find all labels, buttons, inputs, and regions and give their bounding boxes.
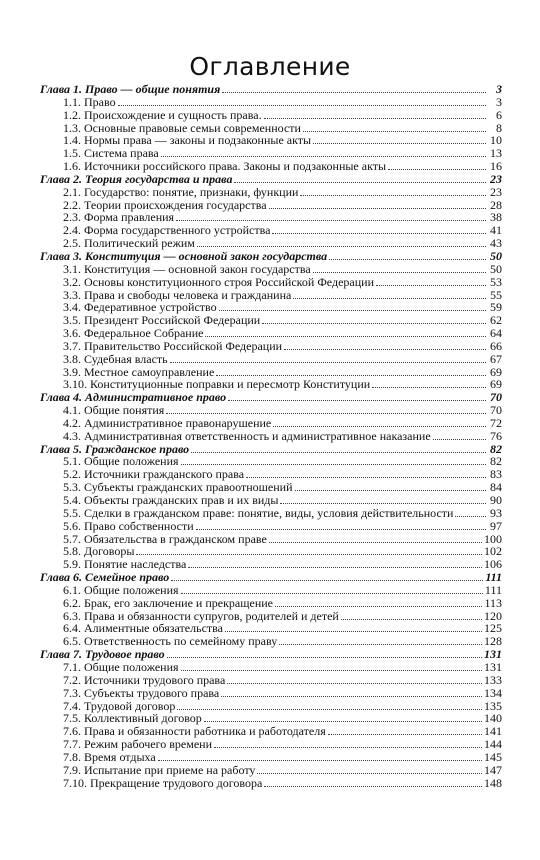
- toc-entry-label: Глава 5. Гражданское право: [40, 441, 190, 456]
- dot-leader: [197, 237, 486, 247]
- dot-leader: [246, 468, 486, 478]
- toc-entry-page-number: 70: [490, 390, 502, 405]
- toc-entry-label: Глава 3. Конституция — основной закон государства: [40, 248, 328, 263]
- toc-entry-page-number: 23: [490, 184, 502, 199]
- dot-leader: [269, 199, 486, 209]
- dot-leader: [376, 276, 486, 286]
- toc-entry-label: 3.8. Судебная власть: [63, 351, 168, 366]
- toc-entry-page-number: 70: [490, 403, 502, 418]
- dot-leader: [214, 738, 482, 748]
- toc-section-entry[interactable]: [40, 751, 502, 764]
- toc-entry-page-number: 82: [490, 441, 502, 456]
- dot-leader: [329, 250, 486, 260]
- toc-entry-page-number: 140: [484, 711, 502, 726]
- toc-entry-page-number: 93: [490, 505, 502, 520]
- toc-entry-page-number: 90: [490, 493, 502, 507]
- toc-section-entry[interactable]: [40, 353, 502, 366]
- dot-leader: [222, 83, 486, 93]
- toc-section-entry[interactable]: [40, 674, 502, 687]
- toc-section-entry[interactable]: [40, 687, 502, 700]
- toc-entry-page-number: 13: [490, 146, 502, 161]
- toc-entry-label: 7.4. Трудовой договор: [63, 698, 176, 713]
- toc-entry-page-number: 62: [490, 313, 502, 328]
- toc-entry-label: 1.2. Происхождение и сущность права.: [63, 107, 262, 122]
- dot-leader: [219, 301, 486, 311]
- dot-leader: [188, 558, 482, 568]
- toc-entry-page-number: 23: [490, 171, 502, 186]
- toc-entry-page-number: 72: [490, 415, 502, 430]
- toc-entry-label: 3.4. Федеративное устройство: [63, 300, 217, 315]
- toc-section-entry[interactable]: [40, 507, 502, 520]
- toc-entry-label: 2.3. Форма правления: [63, 210, 175, 225]
- toc-entry-label: Глава 2. Теория государства и права: [40, 171, 233, 186]
- toc-entry-page-number: 69: [490, 364, 502, 379]
- toc-entry-label: 5.3. Субъекты гражданских правоотношений: [63, 480, 293, 495]
- toc-entry-page-number: 64: [490, 326, 502, 341]
- toc-entry-page-number: 100: [484, 531, 502, 546]
- toc-entry-page-number: 145: [484, 749, 502, 764]
- dot-leader: [273, 417, 486, 427]
- toc-entry-page-number: 66: [490, 338, 502, 353]
- toc-entry-page-number: 135: [484, 698, 502, 713]
- dot-leader: [225, 622, 482, 632]
- toc-entry-page-number: 50: [490, 248, 502, 263]
- toc-entry-label: 4.3. Административная ответственность и административное наказание: [63, 428, 431, 443]
- toc-section-entry[interactable]: [40, 738, 502, 751]
- toc-entry-label: 5.5. Сделки в гражданском праве: понятие, виды, условия действительности: [63, 505, 454, 520]
- toc-section-entry[interactable]: [40, 417, 502, 430]
- toc-entry-label: 7.5. Коллективный договор: [63, 711, 202, 726]
- toc-entry-label: 1.5. Система права: [63, 146, 159, 161]
- toc-entry-label: 5.9. Понятие наследства: [63, 557, 187, 572]
- toc-section-entry[interactable]: [40, 430, 502, 443]
- dot-leader: [191, 443, 486, 453]
- toc-entry-page-number: 43: [490, 236, 502, 251]
- toc-entry-label: 3.9. Местное самоуправление: [63, 364, 215, 379]
- toc-entry-label: 2.4. Форма государственного устройства: [63, 223, 271, 238]
- toc-entry-label: 1.1. Право: [63, 94, 116, 109]
- toc-entry-label: 3.5. Президент Российской Федерации: [63, 313, 261, 328]
- dot-leader: [275, 597, 482, 607]
- toc-entry-label: 1.4. Нормы права — законы и подзаконные акты: [63, 133, 312, 148]
- dot-leader: [228, 391, 486, 401]
- toc-entry-label: 4.2. Административное правонарушение: [63, 415, 272, 430]
- toc-entry-page-number: 125: [484, 621, 502, 636]
- toc-entry-page-number: 102: [484, 544, 502, 559]
- toc-entry-page-number: 131: [484, 647, 502, 662]
- dot-leader: [284, 340, 486, 350]
- toc-entry-label: 7.9. Испытание при приеме на работу: [63, 762, 256, 777]
- dot-leader: [269, 533, 482, 543]
- toc-chapter-entry[interactable]: [40, 571, 502, 584]
- toc-entry-page-number: 147: [484, 762, 502, 777]
- dot-leader: [264, 777, 482, 787]
- toc-entry-page-number: 10: [490, 133, 502, 148]
- toc-entry-page-number: 53: [490, 274, 502, 289]
- toc-entry-page-number: 76: [490, 428, 502, 443]
- dot-leader: [166, 404, 486, 414]
- table-of-contents: [40, 83, 502, 789]
- dot-leader: [158, 751, 482, 761]
- toc-section-entry[interactable]: [40, 96, 502, 109]
- toc-entry-page-number: 38: [490, 210, 502, 225]
- dot-leader: [280, 494, 486, 504]
- dot-leader: [177, 700, 482, 710]
- toc-section-entry[interactable]: [40, 494, 502, 507]
- dot-leader: [196, 520, 486, 530]
- toc-entry-label: 5.4. Объекты гражданских прав и их виды: [63, 493, 279, 507]
- toc-entry-page-number: 148: [484, 775, 502, 790]
- dot-leader: [181, 661, 482, 671]
- toc-entry-page-number: 120: [484, 608, 502, 623]
- toc-section-entry[interactable]: [40, 661, 502, 674]
- dot-leader: [181, 455, 486, 465]
- toc-entry-label: 3.7. Правительство Российской Федерации: [63, 338, 283, 353]
- dot-leader: [272, 224, 486, 234]
- toc-entry-page-number: 133: [484, 672, 502, 687]
- dot-leader: [161, 147, 486, 157]
- toc-section-entry[interactable]: [40, 597, 502, 610]
- toc-entry-page-number: 83: [490, 467, 502, 482]
- toc-entry-page-number: 111: [485, 570, 502, 585]
- toc-entry-page-number: 144: [484, 737, 502, 752]
- toc-entry-label: Глава 1. Право — общие понятия: [40, 82, 221, 96]
- toc-chapter-entry[interactable]: [40, 83, 502, 96]
- dot-leader: [216, 366, 486, 376]
- dot-leader: [257, 764, 482, 774]
- toc-entry-label: 5.6. Право собственности: [63, 518, 194, 533]
- dot-leader: [455, 507, 486, 517]
- toc-section-entry[interactable]: [40, 327, 502, 340]
- toc-section-entry[interactable]: [40, 520, 502, 533]
- toc-entry-label: 5.7. Обязательства в гражданском праве: [63, 531, 267, 546]
- toc-section-entry[interactable]: [40, 777, 502, 790]
- toc-entry-page-number: 113: [484, 595, 502, 610]
- toc-chapter-entry[interactable]: [40, 250, 502, 263]
- dot-leader: [328, 725, 482, 735]
- toc-entry-label: 3.1. Конституция — основной закон государства: [63, 261, 311, 276]
- toc-chapter-entry[interactable]: [40, 173, 502, 186]
- dot-leader: [118, 96, 486, 106]
- dot-leader: [264, 109, 486, 119]
- dot-leader: [170, 353, 486, 363]
- dot-leader: [372, 378, 486, 388]
- toc-entry-label: Глава 6. Семейное право: [40, 570, 170, 585]
- toc-entry-label: 1.3. Основные правовые семьи современности: [63, 120, 301, 135]
- dot-leader: [176, 211, 486, 221]
- dot-leader: [313, 134, 486, 144]
- toc-entry-page-number: 82: [490, 454, 502, 469]
- dot-leader: [181, 584, 483, 594]
- toc-entry-label: 6.3. Права и обязанности супругов, родителей и детей: [63, 608, 339, 623]
- dot-leader: [221, 687, 482, 697]
- toc-entry-page-number: 59: [490, 300, 502, 315]
- toc-entry-label: 5.1. Общие положения: [63, 454, 179, 469]
- toc-entry-label: 5.2. Источники гражданского права: [63, 467, 245, 482]
- toc-entry-label: Глава 4. Административное право: [40, 390, 227, 405]
- toc-entry-page-number: 28: [490, 197, 502, 212]
- toc-entry-label: 7.3. Субъекты трудового права: [63, 685, 220, 700]
- toc-entry-label: 6.5. Ответственность по семейному праву: [63, 634, 278, 649]
- toc-entry-page-number: 41: [490, 223, 502, 238]
- toc-section-entry[interactable]: [40, 186, 502, 199]
- toc-entry-label: Глава 7. Трудовое право: [40, 647, 165, 662]
- dot-leader: [293, 289, 486, 299]
- toc-entry-label: 7.8. Время отдыха: [63, 749, 156, 764]
- toc-entry-page-number: 97: [490, 518, 502, 533]
- toc-entry-label: 6.4. Алиментные обязательства: [63, 621, 223, 636]
- toc-section-entry[interactable]: [40, 404, 502, 417]
- toc-entry-page-number: 128: [484, 634, 502, 649]
- toc-entry-page-number: 6: [496, 107, 502, 122]
- dot-leader: [388, 160, 486, 170]
- toc-section-entry[interactable]: [40, 160, 502, 173]
- toc-entry-label: 1.6. Источники российского права. Законы и подзаконные акты: [63, 159, 387, 174]
- toc-entry-label: 7.6. Права и обязанности работника и работодателя: [63, 724, 326, 739]
- toc-entry-page-number: 55: [490, 287, 502, 302]
- toc-entry-page-number: 3: [496, 82, 502, 96]
- toc-entry-label: 4.1. Общие понятия: [63, 403, 165, 418]
- toc-entry-page-number: 3: [496, 94, 502, 109]
- toc-entry-label: 2.5. Политический режим: [63, 236, 195, 251]
- page-title: Оглавление: [189, 52, 351, 81]
- toc-entry-page-number: 106: [484, 557, 502, 572]
- dot-leader: [313, 263, 486, 273]
- toc-entry-label: 7.7. Режим рабочего времени: [63, 737, 213, 752]
- dot-leader: [300, 186, 486, 196]
- dot-leader: [303, 122, 486, 132]
- toc-entry-label: 6.2. Брак, его заключение и прекращение: [63, 595, 273, 610]
- toc-entry-label: 7.1. Общие положения: [63, 659, 179, 674]
- toc-entry-page-number: 50: [490, 261, 502, 276]
- dot-leader: [136, 545, 482, 555]
- dot-leader: [341, 610, 482, 620]
- dot-leader: [227, 674, 482, 684]
- toc-entry-label: 3.3. Права и свободы человека и гражданина: [63, 287, 292, 302]
- toc-entry-label: 7.10. Прекращение трудового договора: [63, 775, 263, 790]
- toc-section-entry[interactable]: [40, 263, 502, 276]
- dot-leader: [295, 481, 486, 491]
- toc-entry-label: 3.2. Основы конституционного строя Российской Федерации: [63, 274, 374, 289]
- toc-entry-label: 7.2. Источники трудового права: [63, 672, 226, 687]
- toc-entry-page-number: 16: [490, 159, 502, 174]
- toc-entry-page-number: 131: [484, 659, 502, 674]
- dot-leader: [205, 327, 486, 337]
- toc-entry-label: 5.8. Договоры: [63, 544, 135, 559]
- toc-entry-page-number: 134: [484, 685, 502, 700]
- dot-leader: [167, 648, 482, 658]
- toc-entry-page-number: 111: [484, 582, 502, 597]
- dot-leader: [204, 712, 482, 722]
- toc-entry-page-number: 8: [496, 120, 502, 135]
- toc-entry-page-number: 69: [490, 377, 502, 392]
- toc-entry-label: 3.10. Конституционные поправки и пересмотр Конституции: [63, 377, 371, 392]
- dot-leader: [171, 571, 483, 581]
- toc-entry-label: 2.1. Государство: понятие, признаки, функции: [63, 184, 299, 199]
- toc-section-entry[interactable]: [40, 764, 502, 777]
- toc-section-entry[interactable]: [40, 109, 502, 122]
- toc-section-entry[interactable]: [40, 276, 502, 289]
- toc-entry-page-number: 67: [490, 351, 502, 366]
- toc-entry-page-number: 84: [490, 480, 502, 495]
- toc-section-entry[interactable]: [40, 584, 502, 597]
- dot-leader: [234, 173, 486, 183]
- toc-entry-label: 3.6. Федеральное Собрание: [63, 326, 204, 341]
- toc-entry-page-number: 141: [484, 724, 502, 739]
- toc-entry-label: 6.1. Общие положения: [63, 582, 179, 597]
- toc-section-entry[interactable]: [40, 340, 502, 353]
- dot-leader: [433, 430, 486, 440]
- dot-leader: [262, 314, 486, 324]
- dot-leader: [279, 635, 482, 645]
- toc-entry-label: 2.2. Теории происхождения государства: [63, 197, 267, 212]
